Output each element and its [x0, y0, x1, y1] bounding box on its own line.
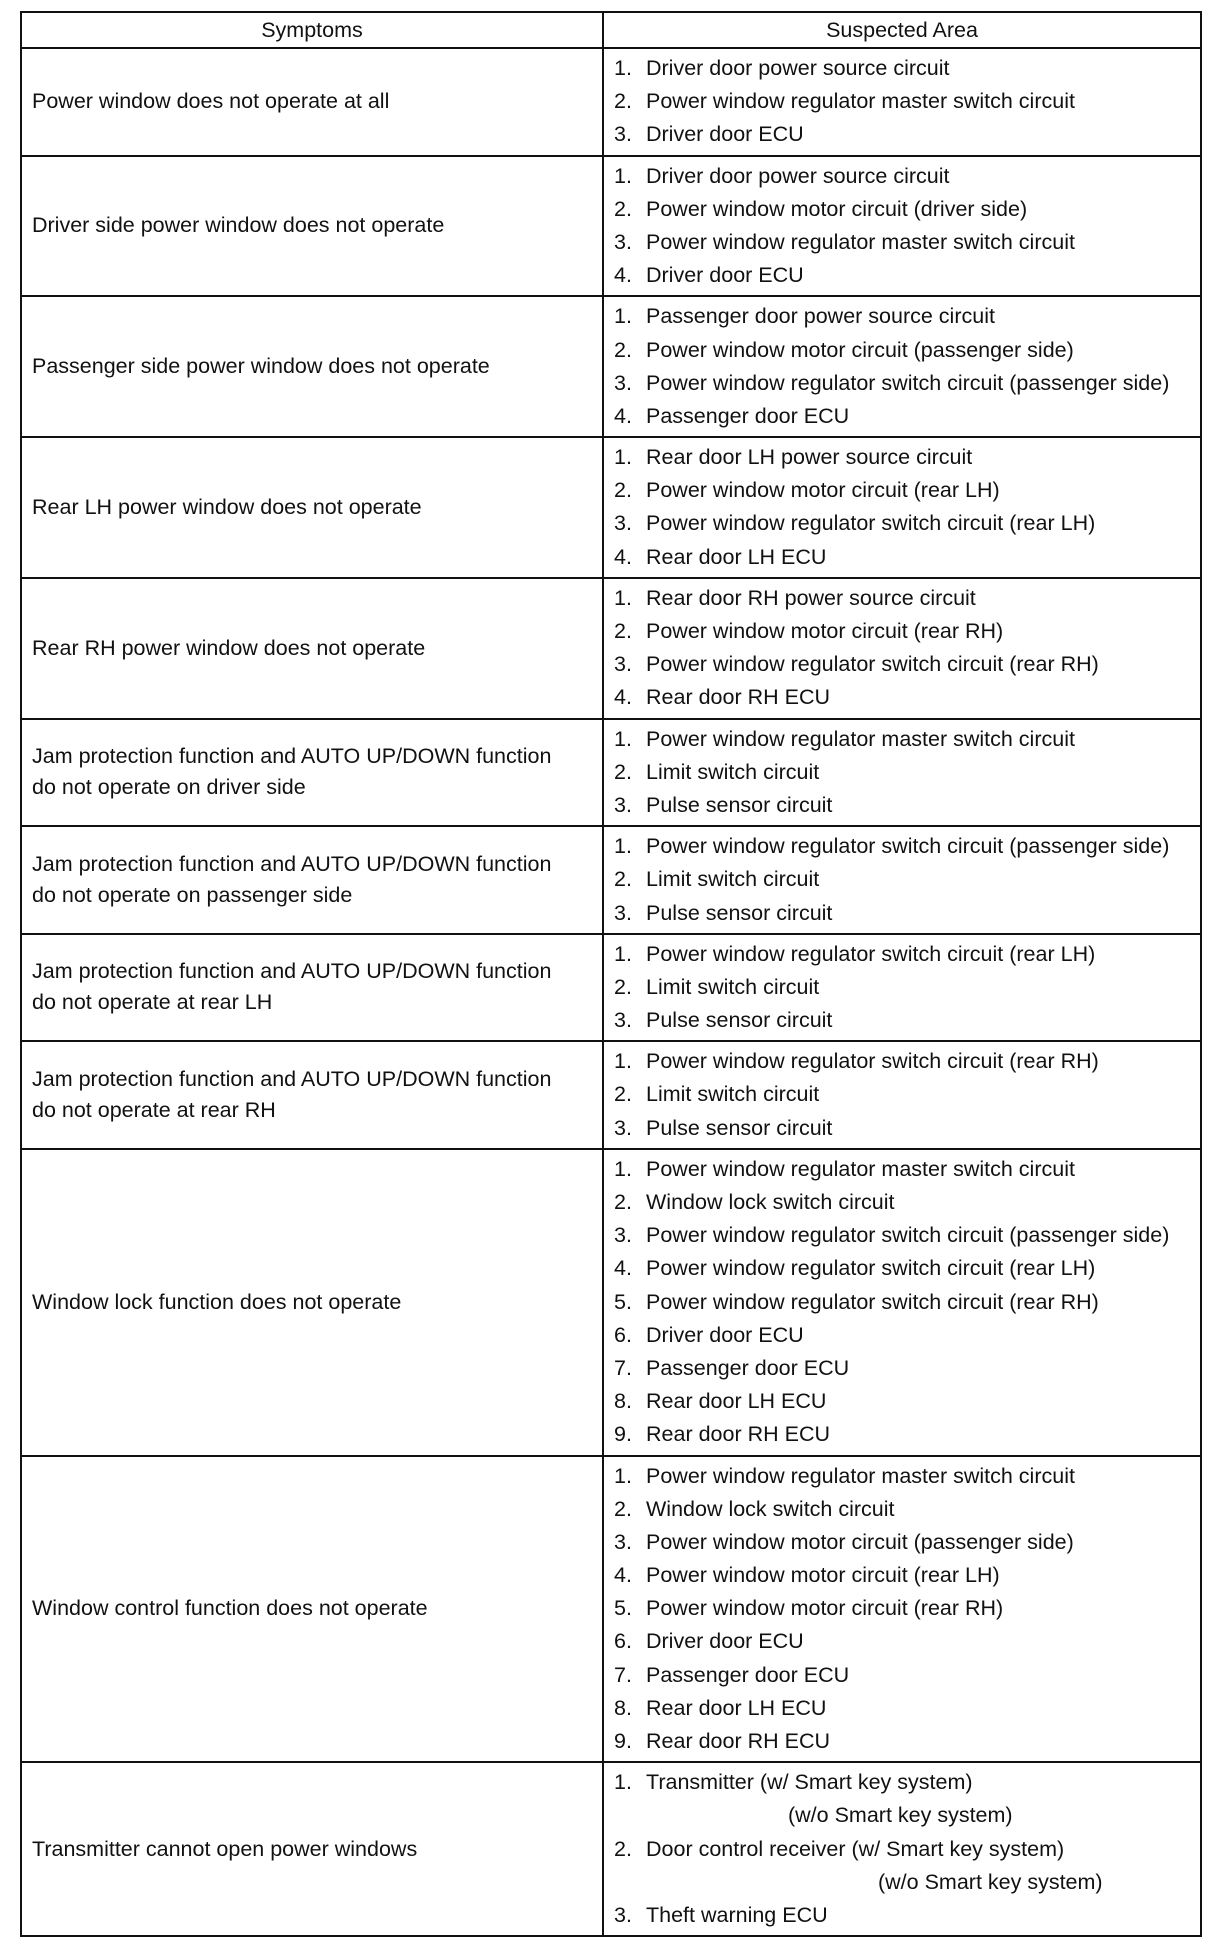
- item-number: 3.: [614, 900, 632, 925]
- item-text: Driver door ECU: [646, 1629, 804, 1654]
- suspected-area-item: [604, 1526, 1200, 1559]
- symptom-text: Passenger side power window does not operate: [32, 354, 490, 379]
- symptom-text-line: do not operate on passenger side: [32, 882, 353, 907]
- table-body: [21, 48, 1201, 1936]
- item-text: Power window regulator switch circuit (passenger side): [646, 834, 1170, 859]
- item-text: Power window motor circuit (rear LH): [646, 1563, 1000, 1588]
- item-number: 1.: [614, 1156, 632, 1181]
- table-row: [21, 1762, 1201, 1936]
- item-text: Theft warning ECU: [646, 1902, 828, 1927]
- suspected-area-item: [604, 400, 1200, 433]
- item-text: Door control receiver (w/ Smart key system): [646, 1836, 1065, 1861]
- table-row: [21, 296, 1201, 437]
- suspected-area-item: [604, 938, 1200, 971]
- item-number: 1.: [614, 56, 632, 80]
- suspected-area-item: [604, 441, 1200, 474]
- item-text: Limit switch circuit: [646, 974, 820, 999]
- symptom-text-line: Jam protection function and AUTO UP/DOWN function: [32, 744, 552, 769]
- symptom-cell: [21, 826, 603, 934]
- item-text: Driver door ECU: [646, 263, 804, 288]
- item-text: Power window regulator switch circuit (passenger side): [646, 1223, 1170, 1248]
- suspected-area-item: [604, 1319, 1200, 1352]
- table-row: [21, 1149, 1201, 1456]
- item-number: 3.: [614, 1223, 632, 1248]
- item-text: Driver door power source circuit: [646, 163, 950, 188]
- item-text: Passenger door power source circuit: [646, 304, 995, 329]
- suspected-area-header: Suspected Area: [603, 12, 1201, 48]
- item-text: Passenger door ECU: [646, 1355, 850, 1380]
- suspected-area-item: [604, 830, 1200, 863]
- item-number: 3.: [614, 511, 632, 536]
- suspected-area-item: [604, 367, 1200, 400]
- symptom-text: Rear LH power window does not operate: [32, 494, 422, 519]
- item-number: 7.: [614, 1355, 632, 1380]
- suspected-area-cell: [603, 1041, 1201, 1149]
- item-number: 7.: [614, 1662, 632, 1687]
- item-number: 1.: [614, 1049, 632, 1074]
- item-number: 2.: [614, 867, 632, 892]
- item-number: 1.: [614, 1463, 632, 1488]
- suspected-area-item: [604, 1625, 1200, 1658]
- item-text: Rear door RH ECU: [646, 1729, 830, 1753]
- item-text: Power window regulator switch circuit (rear RH): [646, 652, 1099, 677]
- item-text: Power window motor circuit (rear RH): [646, 619, 1004, 643]
- suspected-area-item: [604, 1286, 1200, 1319]
- suspected-area-item: [604, 648, 1200, 681]
- suspected-area-item: [604, 1004, 1200, 1037]
- item-number: 9.: [614, 1422, 632, 1447]
- item-number: 2.: [614, 619, 632, 643]
- suspected-area-item: [604, 118, 1200, 151]
- symptom-text-line: do not operate at rear LH: [32, 990, 273, 1015]
- item-number: 2.: [614, 759, 632, 784]
- item-number: 1.: [614, 726, 632, 751]
- suspected-area-item: [604, 1112, 1200, 1145]
- table-row: [21, 1041, 1201, 1149]
- item-text: Rear door LH ECU: [646, 1389, 827, 1414]
- symptom-text: Transmitter cannot open power windows: [32, 1836, 418, 1861]
- item-text: Power window regulator switch circuit (rear RH): [646, 1049, 1099, 1074]
- suspected-area-item: [604, 1659, 1200, 1692]
- item-text: (w/o Smart key system): [788, 1803, 1013, 1828]
- suspected-area-item: [604, 1460, 1200, 1493]
- item-number: 4.: [614, 685, 632, 710]
- suspected-area-item: [604, 615, 1200, 648]
- suspected-area-item: [604, 1418, 1200, 1451]
- symptom-cell: [21, 719, 603, 827]
- item-number: 1.: [614, 1770, 632, 1795]
- item-text: Window lock switch circuit: [646, 1496, 895, 1521]
- item-number: 3.: [614, 229, 632, 254]
- suspected-area-item: [604, 300, 1200, 333]
- suspected-area-item: [604, 971, 1200, 1004]
- table-row: [21, 1456, 1201, 1763]
- item-text: Power window regulator master switch circuit: [646, 89, 1075, 114]
- item-text: Pulse sensor circuit: [646, 1008, 833, 1033]
- item-text: Limit switch circuit: [646, 867, 820, 892]
- symptom-cell: [21, 296, 603, 437]
- symptom-text-line: Jam protection function and AUTO UP/DOWN function: [32, 959, 552, 984]
- table-row: [21, 156, 1201, 297]
- item-text: Passenger door ECU: [646, 1662, 850, 1687]
- item-text: Power window regulator master switch circuit: [646, 1156, 1075, 1181]
- item-number: 9.: [614, 1729, 632, 1753]
- symptom-cell: [21, 1149, 603, 1456]
- symptom-cell: [21, 48, 603, 156]
- item-number: 3.: [614, 1115, 632, 1140]
- item-text: Pulse sensor circuit: [646, 792, 833, 817]
- table-row: [21, 719, 1201, 827]
- suspected-area-cell: [603, 934, 1201, 1042]
- symptom-text: Power window does not operate at all: [32, 89, 390, 114]
- item-number: 6.: [614, 1322, 632, 1347]
- item-text: Passenger door ECU: [646, 403, 850, 428]
- item-number: 3.: [614, 1008, 632, 1033]
- item-number: 1.: [614, 304, 632, 329]
- suspected-area-item: [604, 789, 1200, 822]
- item-text: Pulse sensor circuit: [646, 1115, 833, 1140]
- suspected-area-item: [604, 1385, 1200, 1418]
- item-text: Power window regulator switch circuit (rear LH): [646, 941, 1096, 966]
- item-number: 3.: [614, 792, 632, 817]
- suspected-area-item: [604, 226, 1200, 259]
- item-number: 2.: [614, 1190, 632, 1214]
- suspected-area-item: [604, 193, 1200, 226]
- suspected-area-item: [604, 1725, 1200, 1758]
- table-row: [21, 578, 1201, 719]
- suspected-area-item: [604, 474, 1200, 507]
- item-number: 4.: [614, 544, 632, 569]
- suspected-area-item: [604, 1219, 1200, 1252]
- suspected-area-item: [604, 1493, 1200, 1526]
- symptom-cell: [21, 1762, 603, 1936]
- suspected-area-item: [604, 541, 1200, 574]
- table-row: [21, 826, 1201, 934]
- symptom-text-line: do not operate at rear RH: [32, 1098, 276, 1123]
- item-text: Power window motor circuit (passenger side): [646, 1529, 1074, 1554]
- suspected-area-item: [604, 334, 1200, 367]
- suspected-area-item: [604, 1866, 1200, 1899]
- item-number: 4.: [614, 263, 632, 288]
- suspected-area-cell: [603, 826, 1201, 934]
- item-number: 1.: [614, 941, 632, 966]
- symptom-cell: [21, 578, 603, 719]
- item-text: Pulse sensor circuit: [646, 900, 833, 925]
- item-text: Power window regulator switch circuit (passenger side): [646, 370, 1170, 395]
- suspected-area-item: [604, 897, 1200, 930]
- item-text: Rear door LH ECU: [646, 544, 827, 569]
- suspected-area-cell: [603, 1456, 1201, 1763]
- item-number: 2.: [614, 1082, 632, 1107]
- item-text: Limit switch circuit: [646, 1082, 820, 1107]
- suspected-area-cell: [603, 1762, 1201, 1936]
- suspected-area-item: [604, 259, 1200, 292]
- item-number: 1.: [614, 585, 632, 610]
- table-row: [21, 48, 1201, 156]
- troubleshooting-table: [20, 11, 1202, 1937]
- symptom-text: Driver side power window does not operate: [32, 213, 445, 238]
- item-number: 1.: [614, 445, 632, 470]
- item-number: 2.: [614, 1836, 632, 1861]
- suspected-area-item: [604, 1559, 1200, 1592]
- suspected-area-item: [604, 52, 1200, 85]
- item-text: Power window regulator switch circuit (rear RH): [646, 1289, 1099, 1314]
- suspected-area-item: [604, 1186, 1200, 1219]
- item-number: 2.: [614, 337, 632, 362]
- item-number: 3.: [614, 652, 632, 677]
- item-number: 4.: [614, 1563, 632, 1588]
- suspected-area-item: [604, 1352, 1200, 1385]
- symptom-text-line: Jam protection function and AUTO UP/DOWN function: [32, 1067, 552, 1092]
- item-number: 3.: [614, 1529, 632, 1554]
- item-number: 1.: [614, 834, 632, 859]
- suspected-area-cell: [603, 578, 1201, 719]
- suspected-area-item: [604, 85, 1200, 118]
- suspected-area-item: [604, 507, 1200, 540]
- suspected-area-item: [604, 723, 1200, 756]
- item-text: Power window regulator switch circuit (rear LH): [646, 1256, 1096, 1281]
- item-text: Power window motor circuit (passenger side): [646, 337, 1074, 362]
- item-number: 2.: [614, 974, 632, 999]
- suspected-area-cell: [603, 48, 1201, 156]
- item-text: Driver door ECU: [646, 1322, 804, 1347]
- suspected-area-item: [604, 1799, 1200, 1832]
- symptom-cell: [21, 1041, 603, 1149]
- table-header-row: [21, 12, 1201, 48]
- item-text: Driver door power source circuit: [646, 56, 950, 80]
- suspected-area-item: [604, 1078, 1200, 1111]
- symptom-cell: [21, 934, 603, 1042]
- item-text: Window lock switch circuit: [646, 1190, 895, 1214]
- symptom-cell: [21, 437, 603, 578]
- suspected-area-item: [604, 1153, 1200, 1186]
- symptom-text: Rear RH power window does not operate: [32, 635, 426, 660]
- item-number: 2.: [614, 478, 632, 503]
- suspected-area-cell: [603, 296, 1201, 437]
- item-number: 5.: [614, 1596, 632, 1621]
- item-number: 2.: [614, 1496, 632, 1521]
- item-number: 5.: [614, 1289, 632, 1314]
- suspected-area-item: [604, 1592, 1200, 1625]
- symptom-text: Window control function does not operate: [32, 1596, 428, 1621]
- item-number: 4.: [614, 1256, 632, 1281]
- item-text: Power window motor circuit (rear RH): [646, 1596, 1004, 1621]
- table-row: [21, 934, 1201, 1042]
- suspected-area-item: [604, 1833, 1200, 1866]
- item-text: Rear door LH ECU: [646, 1695, 827, 1720]
- item-number: 3.: [614, 370, 632, 395]
- item-number: 2.: [614, 196, 632, 221]
- suspected-area-item: [604, 756, 1200, 789]
- item-text: Rear door LH power source circuit: [646, 445, 973, 470]
- item-text: Rear door RH ECU: [646, 1422, 830, 1447]
- item-text: Power window regulator switch circuit (rear LH): [646, 511, 1096, 536]
- symptom-cell: [21, 156, 603, 297]
- symptom-text-line: Jam protection function and AUTO UP/DOWN function: [32, 851, 552, 876]
- suspected-area-item: [604, 1252, 1200, 1285]
- item-text: Power window regulator master switch circuit: [646, 229, 1075, 254]
- item-number: 8.: [614, 1695, 632, 1720]
- suspected-area-item: [604, 1766, 1200, 1799]
- suspected-area-cell: [603, 719, 1201, 827]
- suspected-area-cell: [603, 437, 1201, 578]
- item-text: Rear door RH ECU: [646, 685, 830, 710]
- item-text: Limit switch circuit: [646, 759, 820, 784]
- item-text: Power window regulator master switch circuit: [646, 1463, 1075, 1488]
- symptoms-header: Symptoms: [21, 12, 603, 48]
- suspected-area-item: [604, 582, 1200, 615]
- suspected-area-item: [604, 1045, 1200, 1078]
- item-number: 1.: [614, 163, 632, 188]
- suspected-area-item: [604, 1899, 1200, 1932]
- item-number: 6.: [614, 1629, 632, 1654]
- item-text: Power window regulator master switch circuit: [646, 726, 1075, 751]
- suspected-area-item: [604, 863, 1200, 896]
- item-number: 3.: [614, 1902, 632, 1927]
- suspected-area-item: [604, 681, 1200, 714]
- item-number: 2.: [614, 89, 632, 114]
- item-number: 8.: [614, 1389, 632, 1414]
- table-row: [21, 437, 1201, 578]
- item-text: Driver door ECU: [646, 122, 804, 147]
- item-text: Rear door RH power source circuit: [646, 585, 976, 610]
- symptom-text-line: do not operate on driver side: [32, 775, 306, 800]
- item-number: 3.: [614, 122, 632, 147]
- suspected-area-cell: [603, 156, 1201, 297]
- suspected-area-cell: [603, 1149, 1201, 1456]
- item-text: Transmitter (w/ Smart key system): [646, 1770, 973, 1795]
- item-number: 4.: [614, 403, 632, 428]
- item-text: (w/o Smart key system): [878, 1869, 1103, 1894]
- item-text: Power window motor circuit (rear LH): [646, 478, 1000, 503]
- symptom-text: Window lock function does not operate: [32, 1289, 402, 1314]
- symptom-cell: [21, 1456, 603, 1763]
- item-text: Power window motor circuit (driver side): [646, 196, 1028, 221]
- suspected-area-item: [604, 160, 1200, 193]
- suspected-area-item: [604, 1692, 1200, 1725]
